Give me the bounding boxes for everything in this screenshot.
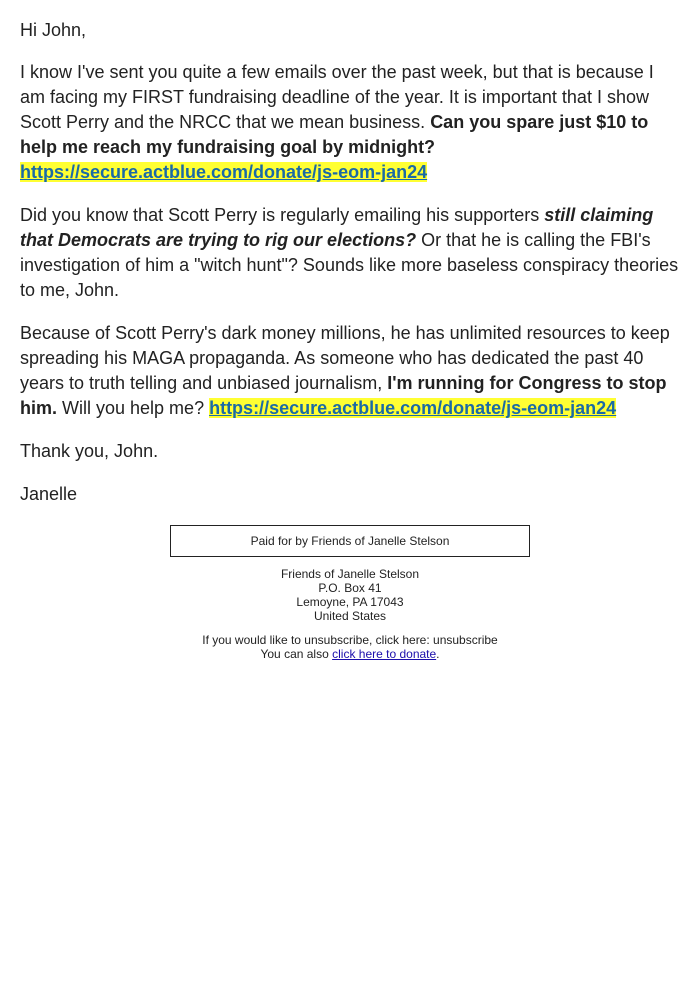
paragraph-3-text-a: Because of Scott Perry's dark money millions, he has unlimited resources to keep spreading his MAGA propaganda. As someone who has dedicated the past 40 years to truth telling and unbiased journalism, [20, 323, 670, 393]
footer-donate-link[interactable]: click here to donate [332, 647, 437, 661]
paragraph-2 [20, 203, 680, 303]
paragraph-2-emphasis: still claiming that Democrats are trying to rig our elections? [20, 205, 654, 250]
donate-link-1[interactable]: https://secure.actblue.com/donate/js-eom-jan24 [20, 162, 428, 182]
address-line: Lemoyne, PA 17043 [296, 595, 404, 609]
donate-prefix: You can also [260, 647, 333, 661]
paragraph-3-bold: I'm running for Congress to stop him. [20, 373, 667, 418]
paragraph-2-text-b: Or that he is calling the FBI's investigation of him a "witch hunt"? Sounds like more baseless conspiracy theories to me, John. [20, 230, 679, 300]
thanks-line: Thank you, John. [20, 441, 159, 461]
paid-for-box [170, 525, 530, 557]
donate-link-2[interactable]: https://secure.actblue.com/donate/js-eom-jan24 [209, 398, 617, 418]
paragraph-3 [20, 321, 680, 421]
email-footer [0, 525, 700, 661]
paragraph-1-text: I know I've sent you quite a few emails over the past week, but that is because I am facing my FIRST fundraising deadline of the year. It is important that I show Scott Perry and the NRCC that we mean business. [20, 62, 654, 132]
mailing-address [0, 567, 700, 623]
donate-line [0, 647, 700, 661]
unsubscribe-text[interactable]: If you would like to unsubscribe, click here: unsubscribe [202, 633, 498, 647]
unsubscribe-block [0, 633, 700, 661]
paid-for-text: Paid for by Friends of Janelle Stelson [250, 534, 450, 548]
paragraph-1-ask: Can you spare just $10 to help me reach my fundraising goal by midnight? [20, 112, 649, 157]
signature: Janelle [20, 484, 78, 504]
greeting: Hi John, [20, 20, 87, 40]
paragraph-2-text-a: Did you know that Scott Perry is regularly emailing his supporters [20, 205, 545, 225]
paragraph-3-text-b: Will you help me? [57, 398, 210, 418]
address-line: Friends of Janelle Stelson [280, 567, 420, 581]
address-line: United States [313, 609, 387, 623]
address-line: P.O. Box 41 [318, 581, 382, 595]
paragraph-1 [20, 60, 680, 185]
donate-suffix: . [436, 647, 440, 661]
